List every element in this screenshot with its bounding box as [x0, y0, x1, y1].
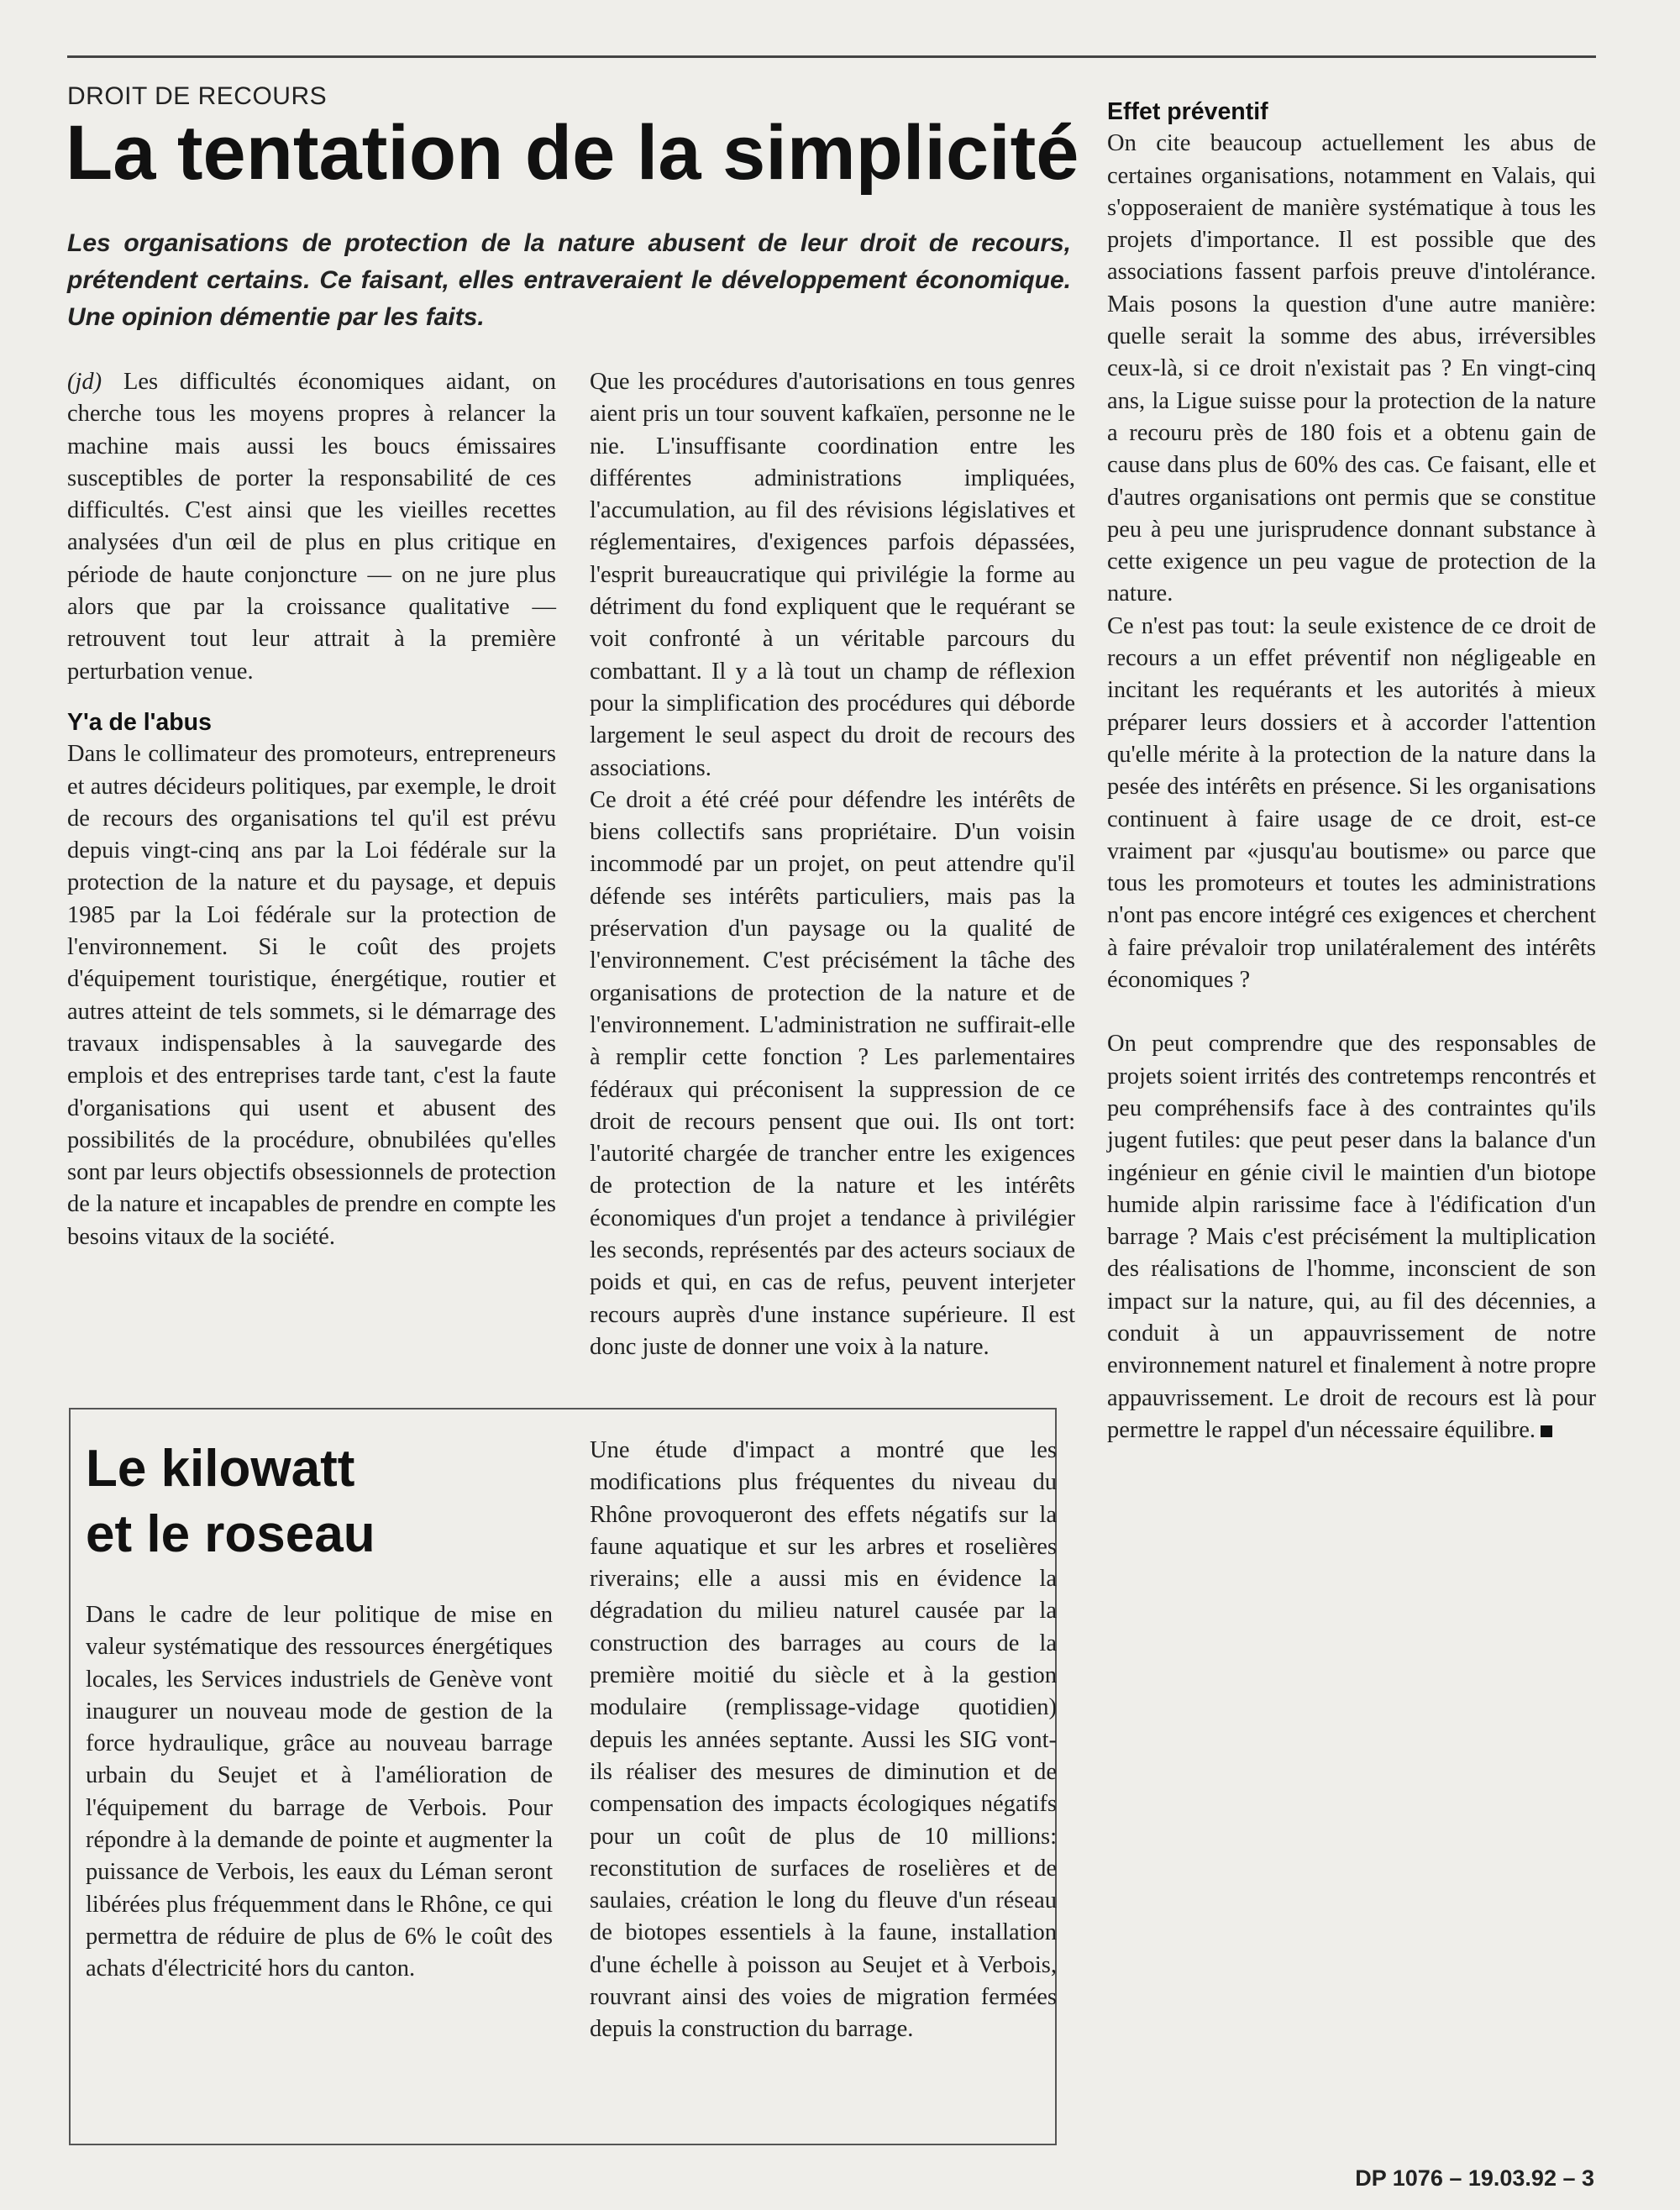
article-column-1: [67, 366, 556, 1253]
headline: La tentation de la simplicité: [66, 110, 1079, 196]
intro-paragraph: [67, 366, 556, 688]
box-title: [86, 1436, 375, 1567]
box-column-2: [590, 1435, 1057, 2046]
lead-paragraph: Les organisations de protection de la nature abusent de leur droit de recours, prétendent certains. Ce faisant, elles entraveraient le développement économique. Une opinion démentie par les faits.: [67, 229, 1071, 331]
paragraph-droit-cree: Ce droit a été créé pour défendre les intérêts de biens collectifs sans propriétaire. D'un voisin incommodé par un projet, on peut attendre qu'il défende ses intérêts particuliers, mais pas la préservation d'un paysage ou la qualité de l'environnement. C'est précisément la tâche des organisations de protection de la nature et de l'environnement. L'administration ne suffirait-elle à remplir cette fonction ? Les parlementaires fédéraux qui préconisent la suppression de ce droit de recours pensent que oui. Ils ont tort: l'autorité chargée de trancher entre les exigences de protection de la nature et les intérêts économiques d'un projet a tendance à privilégier les seconds, représentés par des acteurs sociaux de poids et qui, en cas de refus, peuvent interjeter recours auprès d'une instance supérieure. Il est donc juste de donner une voix à la nature.: [590, 786, 1075, 1360]
box-column-1: [86, 1599, 553, 1986]
box-paragraph-1: Dans le cadre de leur politique de mise en valeur systématique des ressources énergétiques locales, les Services industriels de Genève vont inaugurer un nouveau mode de gestion de la force hydraulique, grâce au nouveau barrage urbain du Seujet et à l'amélioration de l'équipement du barrage de Verbois. Pour répondre à la demande de pointe et augmenter la puissance de Verbois, les eaux du Léman seront libérées plus fréquemment dans le Rhône, ce qui permettra de réduire de plus de 6% le coût des achats d'électricité hors du canton.: [86, 1602, 553, 1982]
subhead-effet-preventif: Effet préventif: [1107, 98, 1268, 125]
box-paragraph-2: Une étude d'impact a montré que les modifications plus fréquentes du niveau du Rhône provoqueront des effets négatifs sur la faune aquatique et sur les arbres et roselières riverains; elle a aussi mis en évidence la dégradation du milieu naturel causée par la construction des barrages au cours de la première moitié du siècle et à la gestion modulaire (remplissage-vidage quotidien) depuis les années septante. Aussi les SIG vont-ils réaliser des mesures de diminution et de compensation des impacts écologiques négatifs pour un coût de plus de 10 millions: reconstitution de surfaces de roselières et de saulaies, création le long du fleuve d'un réseau de biotopes essentiels à la faune, installation d'une échelle à poisson au Seujet et à Verbois, rouvrant ainsi des voies de migration fermées depuis la construction du barrage.: [590, 1437, 1057, 2043]
article-column-3: [1107, 77, 1596, 1446]
paragraph-collimateur: Dans le collimateur des promoteurs, entrepreneurs et autres décideurs politiques, par exemple, le droit de recours des organisations tel qu'il est prévu depuis vingt-cinq ans par la Loi fédérale sur la protection de la nature et du paysage, et depuis 1985 par la Loi fédérale sur la protection de l'environnement. Si le coût des projets d'équipement touristique, énergétique, routier et autres atteint de tels sommets, si le démarrage des travaux indispensables à la sauvegarde des emplois et des entreprises tarde tant, c'est la faute d'organisations qui usent et abusent des possibilités de la procédure, obnubilées qu'elles sont par leurs objectifs obsessionnels de protection de la nature et incapables de prendre en compte les besoins vitaux de la société.: [67, 741, 556, 1250]
paragraph-pas-tout: Ce n'est pas tout: la seule existence de ce droit de recours a un effet préventif non négligeable en incitant les requérants et les autorités à mieux préparer leurs dossiers et à accorder l'attention qu'elle mérite à la protection de la nature dans la pesée des intérêts en présence. Si les organisations continuent à faire usage de ce droit, est-ce vraiment par «jusqu'au boutisme» ou parce que tous les promoteurs et toutes les administrations n'ont pas encore intégré ces exigences et cherchent à faire prévaloir trop unilatéralement des intérêts économiques ?: [1107, 612, 1596, 994]
box-title-line-2: et le roseau: [86, 1505, 375, 1563]
article-column-2: [590, 366, 1075, 1363]
intro-text: Les difficultés économiques aidant, on cherche tous les moyens propres à relancer la machine mais aussi les boucs émissaires susceptibles de porter la responsabilité de ces difficultés. C'est ainsi que les vieilles recettes analysées d'un œil de plus en plus critique en période de haute conjoncture — on ne jure plus alors que par la croissance qualitative — retrouvent tout leur attrait à la première perturbation venue.: [67, 369, 556, 685]
box-title-line-1: Le kilowatt: [86, 1440, 355, 1498]
conclusion-text: On peut comprendre que des responsables de projets soient irrités des contretemps rencontrés et peu compréhensifs face à des contraintes qu'ils jugent futiles: que peut peser dans la balance d'un ingénieur en génie civil le maintien d'un biotope humide alpin rarissime face à l'édification d'un barrage ? Mais c'est précisément la multiplication des réalisations de l'homme, inconscient de son impact sur la nature, qui, au fil des décennies, a conduit à un appauvrissement de notre environnement naturel et finalement à notre propre appauvrissement. Le droit de recours est là pour permettre le rappel d'un nécessaire équilibre.: [1107, 1031, 1596, 1443]
rubric: DROIT DE RECOURS: [67, 82, 328, 110]
subhead-abus: Y'a de l'abus: [67, 708, 212, 736]
paragraph-conclusion: [1107, 1028, 1596, 1446]
author-tag: (jd): [67, 369, 102, 395]
paragraph-abus-organisations: On cite beaucoup actuellement les abus de certaines organisations, notamment en Valais, qui s'opposeraient de manière systématique à tous les projets d'importance. Il est possible que des associations fassent parfois preuve d'intolérance. Mais posons la question d'une autre manière: quelle serait la somme des abus, irréversibles ceux-là, si ce droit n'existait pas ? En vingt-cinq ans, la Ligue suisse pour la protection de la nature a recouru près de 180 fois et a obtenu gain de cause dans plus de 60% des cas. Ce faisant, elle et d'autres organisations ont permis que se constitue peu à peu une jurisprudence donnant substance à cette exigence un peu vague de protection de la nature.: [1107, 130, 1596, 607]
page-folio: DP 1076 – 19.03.92 – 3: [1355, 2165, 1594, 2191]
end-mark: [1541, 1425, 1552, 1437]
paragraph-procedures: Que les procédures d'autorisations en tous genres aient pris un tour souvent kafkaïen, personne ne le nie. L'insuffisante coordination entre les différentes administrations impliquées, l'accumulation, au fil des révisions législatives et réglementaires, d'exigences parfois dépassées, l'esprit bureaucratique qui privilégie la forme au détriment du fond expliquent que le requérant se voit confronté à un véritable parcours du combattant. Il y a là tout un champ de réflexion pour la simplification des procédures qui déborde largement le seul aspect du droit de recours des associations.: [590, 369, 1075, 781]
top-rule: [67, 55, 1596, 58]
